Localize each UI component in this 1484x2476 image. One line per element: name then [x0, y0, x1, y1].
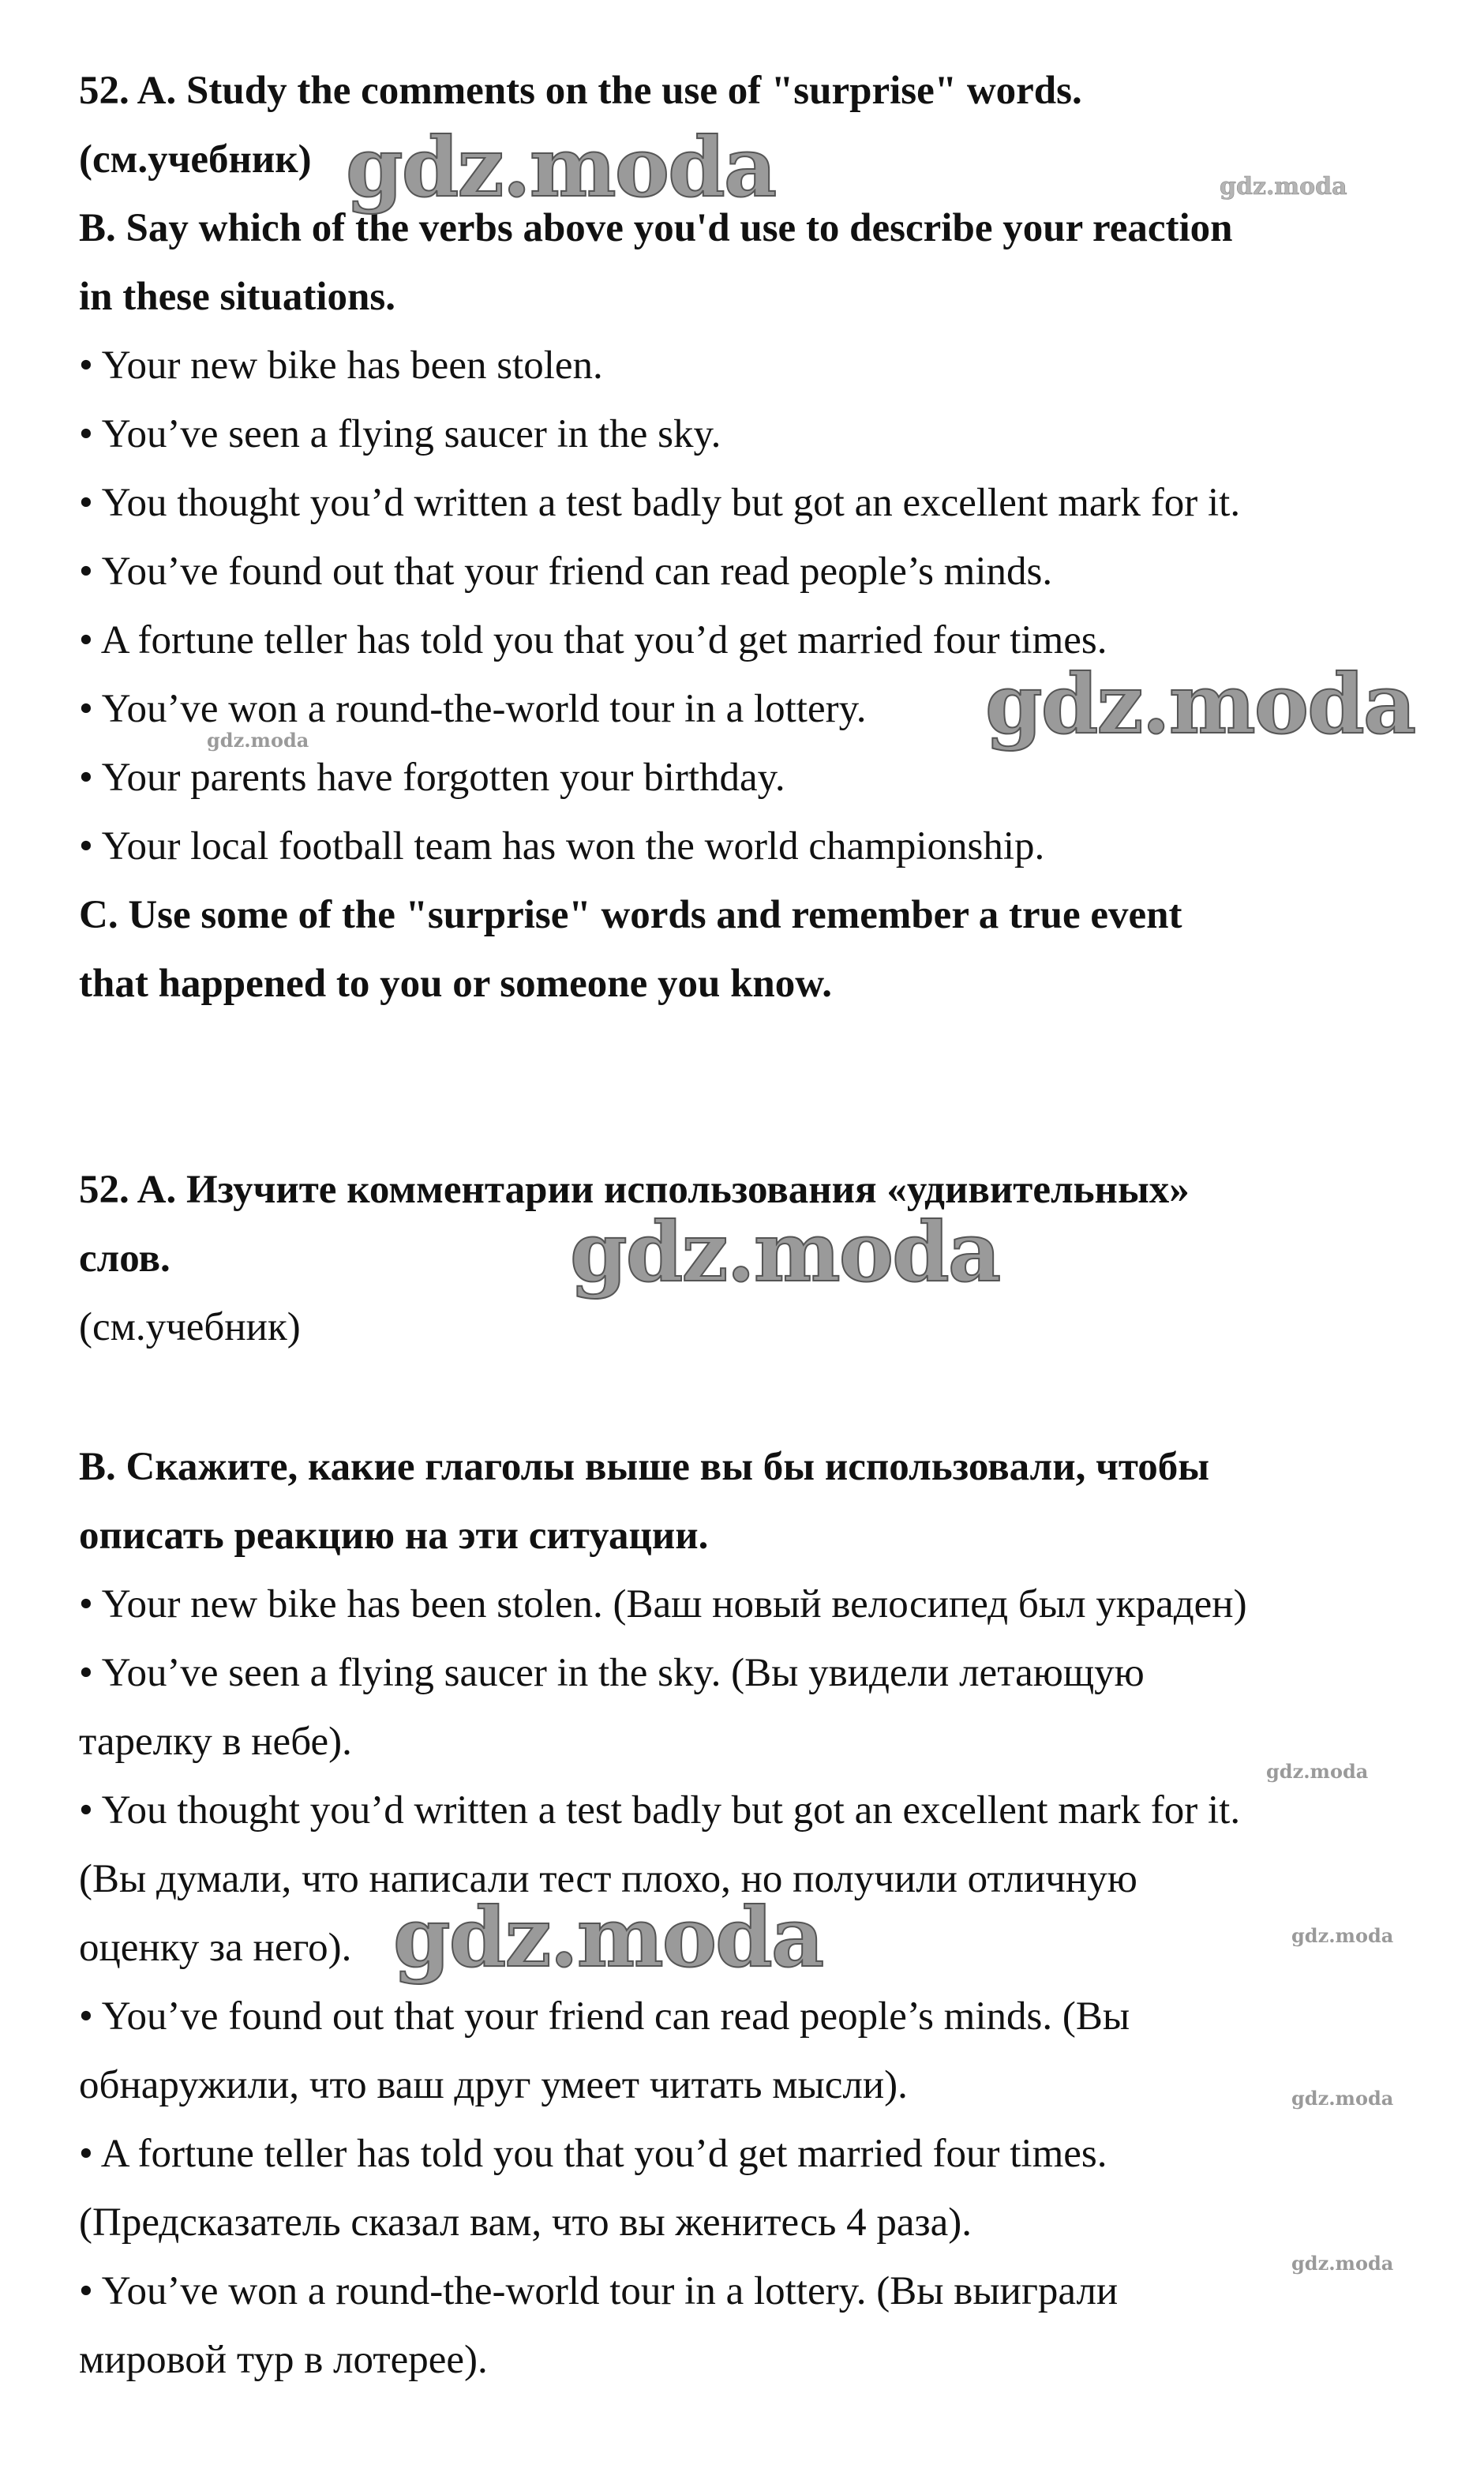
- watermark-logo: gdz.moda: [985, 655, 1415, 752]
- translated-list-line: • A fortune teller has told you that you’d get married four times.: [79, 2132, 1107, 2176]
- list-item: • You’ve found out that your friend can read people’s minds.: [79, 550, 1053, 594]
- list-item: • You’ve won a round-the-world tour in a lottery.: [79, 687, 867, 731]
- watermark-logo: gdz.moda: [207, 729, 309, 752]
- translated-list-line: тарелку в небе).: [79, 1720, 352, 1764]
- list-item: • Your parents have forgotten your birthday.: [79, 756, 785, 800]
- watermark-logo: gdz.moda: [570, 1203, 1000, 1300]
- exercise-header-c-line-1: C. Use some of the "surprise" words and remember a true event: [79, 893, 1182, 937]
- translated-list-line: мировой тур в лотерее).: [79, 2338, 488, 2382]
- translated-list-line: • You’ve won a round-the-world tour in a lottery. (Вы выиграли: [79, 2269, 1119, 2313]
- watermark-logo: gdz.moda: [1291, 2252, 1394, 2275]
- translated-header-a-line-1: 52. A. Изучите комментарии использования «удивительных»: [79, 1168, 1190, 1212]
- translated-header-b-line-1: B. Скажите, какие глаголы выше вы бы использовали, чтобы: [79, 1445, 1210, 1489]
- translated-textbook-reference: (см.учебник): [79, 1305, 301, 1349]
- translated-list-line: • You thought you’d written a test badly but got an excellent mark for it.: [79, 1788, 1241, 1833]
- translated-list-line: • You’ve seen a flying saucer in the sky. (Вы увидели летающую: [79, 1651, 1145, 1695]
- translated-header-b-line-2: описать реакцию на эти ситуации.: [79, 1514, 709, 1558]
- translated-list-line: (Вы думали, что написали тест плохо, но получили отличную: [79, 1857, 1137, 1901]
- watermark-logo: gdz.moda: [1220, 173, 1347, 201]
- translated-list-line: • Your new bike has been stolen. (Ваш новый велосипед был украден): [79, 1582, 1247, 1626]
- section-spacer: [79, 1019, 1437, 1156]
- translated-list-line: • You’ve found out that your friend can read people’s minds. (Вы: [79, 1994, 1130, 2039]
- list-item: • Your local football team has won the world championship.: [79, 824, 1045, 868]
- watermark-logo: gdz.moda: [346, 118, 776, 216]
- translated-list-line: оценку за него).: [79, 1926, 352, 1970]
- exercise-header-c-line-2: that happened to you or someone you know.: [79, 962, 833, 1006]
- translated-list-line: (Предсказатель сказал вам, что вы женитесь 4 раза).: [79, 2200, 972, 2245]
- list-item: • You’ve seen a flying saucer in the sky.: [79, 412, 721, 456]
- translated-header-a-line-2: слов.: [79, 1236, 171, 1281]
- exercise-header-b-line-1: B. Say which of the verbs above you'd use to describe your reaction: [79, 206, 1233, 250]
- watermark-logo: gdz.moda: [1291, 1924, 1394, 1947]
- watermark-logo: gdz.moda: [393, 1889, 823, 1986]
- watermark-logo: gdz.moda: [1291, 2087, 1394, 2110]
- list-item: • You thought you’d written a test badly but got an excellent mark for it.: [79, 481, 1241, 525]
- textbook-reference: (см.учебник): [79, 137, 312, 182]
- translated-list-line: обнаружили, что ваш друг умеет читать мысли).: [79, 2063, 908, 2107]
- section-spacer: [79, 1362, 1437, 1433]
- watermark-logo: gdz.moda: [1266, 1760, 1369, 1783]
- exercise-header-b-line-2: in these situations.: [79, 275, 395, 319]
- list-item: • A fortune teller has told you that you’d get married four times.: [79, 618, 1107, 662]
- exercise-header-a: 52. A. Study the comments on the use of "surprise" words.: [79, 69, 1082, 113]
- list-item: • Your new bike has been stolen.: [79, 343, 603, 388]
